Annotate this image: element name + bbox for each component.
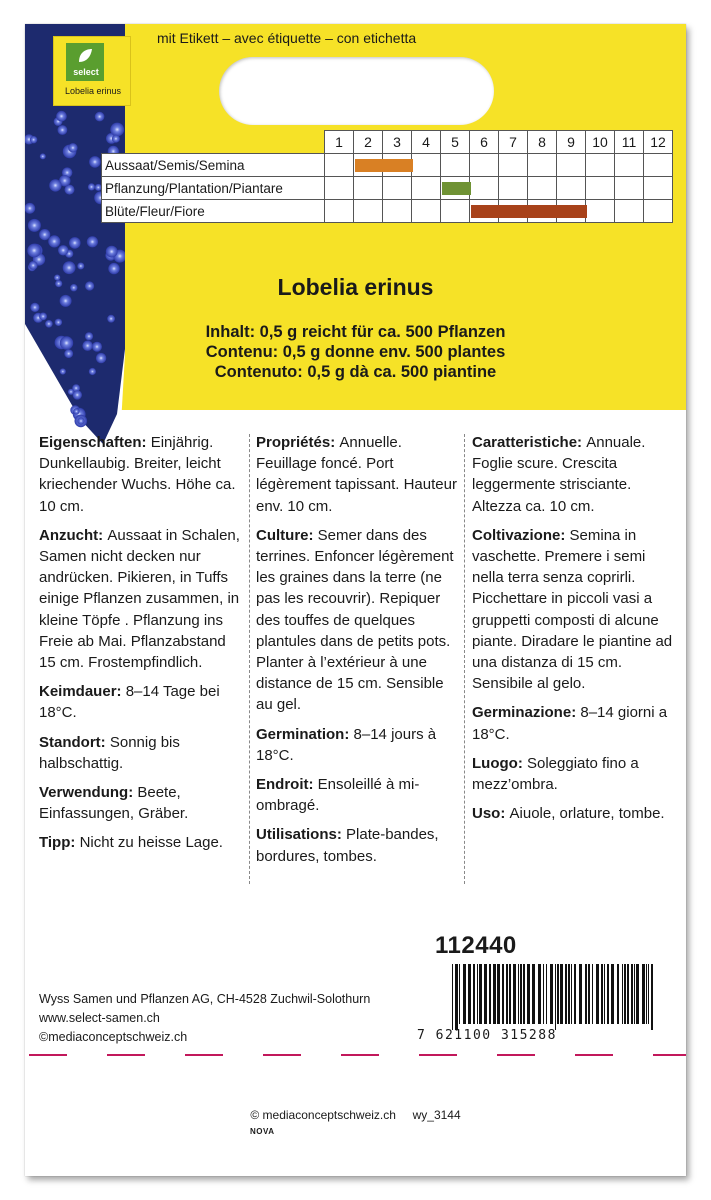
section-heading: Propriétés	[256, 434, 331, 451]
section-text: Plate-bandes, bordures, tombes.	[256, 826, 439, 865]
section-text: Semer dans des terrines. Enfoncer légèrement les graines dans la terre (ne pas les recouvrir). Repiquer des touffes de quelques plantules dans de petits pots. Planter à l’extérieur à une distance de 15 cm. Sensible au gel.	[256, 526, 454, 714]
section-heading: Tipp	[39, 834, 71, 852]
calendar-month-7: 7	[499, 131, 528, 154]
section-de-6: Tipp: Nicht zu heisse Lage.	[39, 834, 223, 852]
section-text: Nicht zu heisse Lage.	[79, 834, 223, 852]
section-it-2: Coltivazione: Semina in vaschette. Premere i semi nella terra senza coprirli. Picchettare in piccoli vasi a gruppetti composti di alcune piante. Diradare le piantine ad una distanza di 15 cm. Sensibile al gelo.	[472, 526, 673, 693]
section-heading: Anzucht	[39, 526, 99, 544]
calendar-bar-2	[442, 182, 471, 195]
select-logo	[66, 43, 104, 81]
barcode	[450, 964, 658, 1030]
section-text: 8–14 Tage bei 18°C.	[39, 683, 220, 722]
contents-info	[25, 322, 686, 382]
sowing-calendar	[101, 130, 673, 223]
section-text: Soleggiato fino a mezz’ombra.	[472, 754, 639, 794]
section-heading: Germination	[256, 725, 345, 743]
company-address: Wyss Samen und Pflanzen AG, CH-4528 Zuchwil-Solothurn	[39, 992, 371, 1006]
calendar-row-label: Pflanzung/Plantation/Piantare	[102, 177, 325, 200]
barcode-digits: 7 621100 315288	[417, 1028, 557, 1043]
column-divider	[464, 434, 465, 884]
section-heading: Uso	[472, 805, 501, 823]
calendar-row-label: Blüte/Fleur/Fiore	[102, 200, 325, 223]
contents-it: Contenuto: 0,5 g dà ca. 500 piantine	[214, 363, 497, 381]
section-it-1: Caratteristiche: Annuale. Foglie scure. Crescita leggermente strisciante. Altezza ca. 10 cm.	[472, 434, 646, 515]
section-text: Semina in vaschette. Premere i semi nella terra senza coprirli. Picchettare in piccoli vasi a gruppetti composti di alcune piante. Diradare le piantine ad una distanza di 15 cm. Sensibile al gelo.	[472, 526, 673, 693]
section-de-1: Eigenschaften: Einjährig. Dunkellaubig. Breiter, leicht kriechender Wuchs. Höhe ca. 10 cm.	[39, 434, 236, 515]
section-it-4: Luogo: Soleggiato fino a mezz’ombra.	[472, 754, 639, 794]
section-heading: Verwendung	[39, 784, 129, 802]
section-heading: Eigenschaften	[39, 434, 142, 451]
calendar-bar-1	[355, 159, 413, 172]
column-italian	[472, 432, 676, 832]
section-text: Beete, Einfassungen, Gräber.	[39, 784, 189, 823]
section-heading: Germinazione	[472, 704, 572, 722]
section-text: Annuelle. Feuillage foncé. Port légèrement tapissant. Hauteur env. 10 cm.	[256, 434, 457, 515]
hang-hole	[219, 57, 494, 125]
article-number: 112440	[435, 932, 517, 959]
contents-de: Inhalt: 0,5 g reicht für ca. 500 Pflanzen	[205, 323, 506, 341]
calendar-row-label: Aussaat/Semis/Semina	[102, 154, 325, 177]
plant-photo	[25, 24, 125, 464]
section-text: Einjährig. Dunkellaubig. Breiter, leicht kriechender Wuchs. Höhe ca. 10 cm.	[39, 434, 236, 515]
column-french	[256, 432, 457, 875]
calendar-month-row	[102, 131, 673, 154]
brand-name: select	[73, 67, 99, 77]
label-note: mit Etikett – avec étiquette – con etichetta	[157, 30, 417, 46]
section-heading: Keimdauer	[39, 683, 117, 701]
calendar-bar-3	[471, 205, 587, 218]
section-de-2: Anzucht: Aussaat in Schalen, Samen nicht decken nur andrücken. Pikieren, in Tuffs einige Pflanzen zusammen, in kleine Töpfe . Pflanzung ins Freie ab Mai. Pflanzabstand 15 cm. Frostempfindlich.	[39, 526, 240, 672]
section-fr-1: Propriétés: Annuelle. Feuillage foncé. Port légèrement tapissant. Hauteur env. 10 cm.	[256, 434, 457, 515]
section-it-5: Uso: Aiuole, orlature, tombe.	[472, 805, 665, 823]
calendar-month-12: 12	[644, 131, 673, 154]
leaf-icon	[76, 47, 94, 65]
section-text: Aussaat in Schalen, Samen nicht decken nur andrücken. Pikieren, in Tuffs einige Pflanzen zusammen, in kleine Töpfe . Pflanzung ins Freie ab Mai. Pflanzabstand 15 cm. Frostempfindlich.	[39, 526, 240, 672]
calendar-month-11: 11	[615, 131, 644, 154]
cut-line-dashes	[25, 1054, 686, 1056]
logo-plant-name: Lobelia erinus	[64, 86, 122, 96]
section-fr-4: Endroit: Ensoleillé à mi-ombragé.	[256, 776, 420, 815]
calendar-month-10: 10	[586, 131, 615, 154]
bottom-credit: © mediaconceptschweiz.ch wy_3144	[250, 1108, 461, 1122]
section-heading: Caratteristiche	[472, 434, 578, 451]
section-text: Aiuole, orlature, tombe.	[509, 805, 665, 823]
calendar-month-1: 1	[325, 131, 354, 154]
calendar-month-3: 3	[383, 131, 412, 154]
section-text: Sonnig bis halbschattig.	[39, 733, 180, 772]
contents-fr: Contenu: 0,5 g donne env. 500 plantes	[205, 343, 506, 361]
column-german	[39, 432, 245, 862]
section-text: 8–14 giorni a 18°C.	[472, 704, 668, 743]
section-text: Ensoleillé à mi-ombragé.	[256, 776, 420, 815]
section-text: 8–14 jours à 18°C.	[256, 725, 437, 764]
calendar-month-9: 9	[557, 131, 586, 154]
section-heading: Coltivazione	[472, 526, 561, 544]
brand-label	[53, 36, 131, 106]
section-de-5: Verwendung: Beete, Einfassungen, Gräber.	[39, 784, 189, 823]
calendar-month-6: 6	[470, 131, 499, 154]
section-heading: Utilisations	[256, 826, 337, 844]
section-heading: Standort	[39, 733, 101, 751]
nova-logo: NOVA	[250, 1127, 275, 1136]
yellow-panel	[25, 24, 686, 410]
section-fr-3: Germination: 8–14 jours à 18°C.	[256, 725, 437, 764]
section-de-4: Standort: Sonnig bis halbschattig.	[39, 733, 180, 772]
column-divider	[249, 434, 250, 884]
section-it-3: Germinazione: 8–14 giorni a 18°C.	[472, 704, 668, 743]
plant-title: Lobelia erinus	[277, 274, 434, 300]
seed-packet-back	[25, 24, 686, 1176]
copyright-line: ©mediaconceptschweiz.ch	[39, 1030, 188, 1044]
calendar-month-2: 2	[354, 131, 383, 154]
company-info	[39, 990, 370, 1047]
company-website: www.select-samen.ch	[39, 1011, 160, 1025]
calendar-month-4: 4	[412, 131, 441, 154]
section-heading: Culture	[256, 526, 309, 544]
calendar-row	[102, 177, 673, 200]
calendar-month-8: 8	[528, 131, 557, 154]
calendar-month-5: 5	[441, 131, 470, 154]
section-fr-2: Culture: Semer dans des terrines. Enfoncer légèrement les graines dans la terre (ne pas les recouvrir). Repiquer des touffes de quelques plantules dans de petits pots. Planter à l’extérieur à une distance de 15 cm. Sensible au gel.	[256, 526, 454, 714]
section-de-3: Keimdauer: 8–14 Tage bei 18°C.	[39, 683, 220, 722]
section-heading: Luogo	[472, 754, 518, 772]
section-heading: Endroit	[256, 776, 309, 794]
section-text: Annuale. Foglie scure. Crescita leggermente strisciante. Altezza ca. 10 cm.	[472, 434, 646, 515]
section-fr-5: Utilisations: Plate-bandes, bordures, tombes.	[256, 826, 439, 865]
